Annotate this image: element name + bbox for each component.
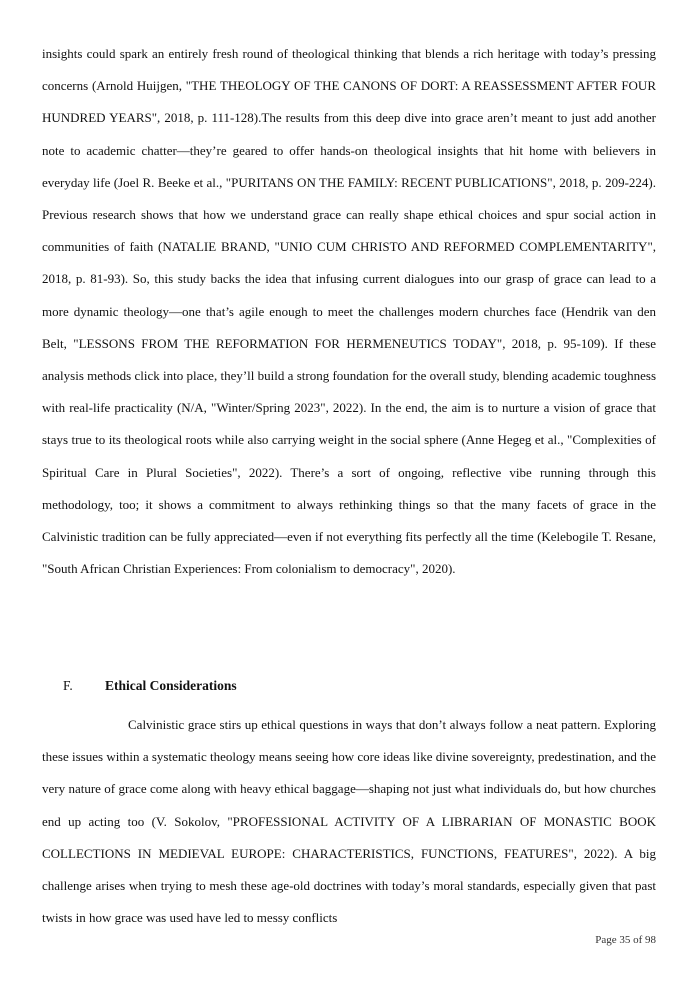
section-title: Ethical Considerations [105, 678, 237, 693]
body-paragraph-2: Calvinistic grace stirs up ethical questions in ways that don’t always follow a neat pattern. Exploring these issues within a systematic theology means seeing how core ideas like divine sovereignty, predestination, and the very nature of grace come along with heavy ethical baggage—shaping not just what individuals do, but how churches end up acting too (V. Sokolov, "PROFESSIONAL ACTIVITY OF A LIBRARIAN OF MONASTIC BOOK COLLECTIONS IN MEDIEVAL EUROPE: CHARACTERISTICS, FUNCTIONS, FEATURES", 2022). A big challenge arises when trying to mesh these age-old doctrines with today’s moral standards, especially given that past twists in how grace was used have led to messy conflicts [42, 717, 656, 926]
body-paragraph-1: insights could spark an entirely fresh round of theological thinking that blends a rich heritage with today’s pressing concerns (Arnold Huijgen, "THE THEOLOGY OF THE CANONS OF DORT: A REASSESSMENT AFTER FOUR HUNDRED YEARS", 2018, p. 111-128).The results from this deep dive into grace aren’t meant to just add another note to academic chatter—they’re geared to offer hands-on theological insights that hit home with believers in everyday life (Joel R. Beeke et al., "PURITANS ON THE FAMILY: RECENT PUBLICATIONS", 2018, p. 209-224). Previous research shows that how we understand grace can really shape ethical choices and spur social action in communities of faith (NATALIE BRAND, "UNIO CUM CHRISTO AND REFORMED COMPLEMENTARITY", 2018, p. 81-93). So, this study backs the idea that infusing current dialogues into our grasp of grace can lead to a more dynamic theology—one that’s agile enough to meet the challenges modern churches face (Hendrik van den Belt, "LESSONS FROM THE REFORMATION FOR HERMENEUTICS TODAY", 2018, p. 95-109). If these analysis methods click into place, they’ll build a strong foundation for the overall study, blending academic toughness with real-life practicality (N/A, "Winter/Spring 2023", 2022). In the end, the aim is to nurture a vision of grace that stays true to its theological roots while also carrying weight in the social sphere (Anne Hegeg et al., "Complexities of Spiritual Care in Plural Societies", 2022). There’s a sort of ongoing, reflective vibe running through this methodology, too; it shows a commitment to always rethinking things so that the many facets of grace in the Calvinistic tradition can be fully appreciated—even if not everything fits perfectly all the time (Kelebogile T. Resane, "South African Christian Experiences: From colonialism to democracy", 2020). [42, 46, 656, 577]
section-heading [63, 673, 237, 699]
page-number: Page 35 of 98 [595, 934, 656, 946]
section-number: F. [63, 678, 73, 693]
